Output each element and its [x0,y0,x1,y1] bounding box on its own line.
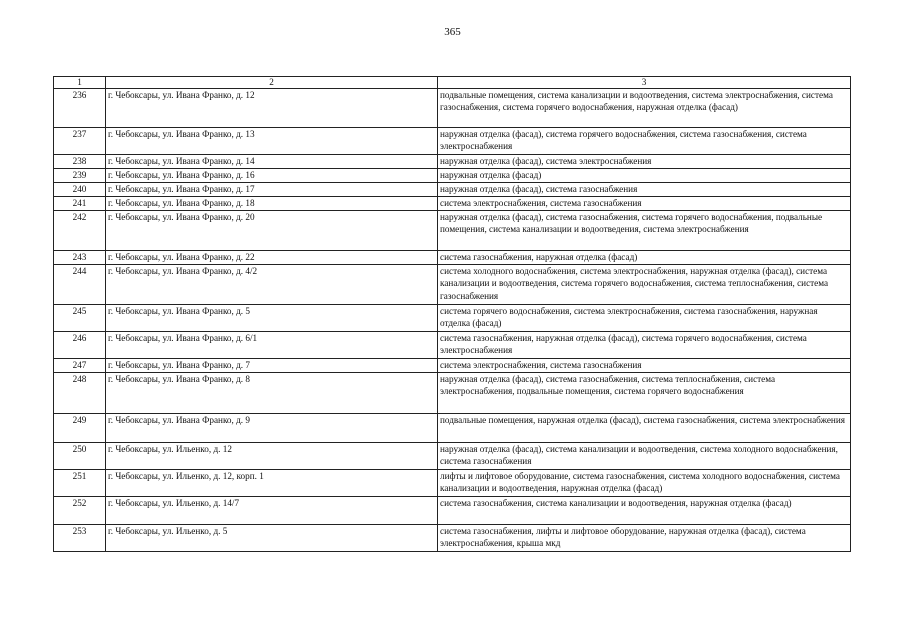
column-header-2: 2 [106,77,438,89]
row-number: 238 [54,155,106,169]
row-address: г. Чебоксары, ул. Ивана Франко, д. 13 [106,128,438,155]
row-systems: подвальные помещения, наружная отделка (фасад), система газоснабжения, система электроснабжения [438,414,851,443]
row-systems: наружная отделка (фасад), система канализации и водоотведения, система холодного водоснабжения, система газоснабжения [438,443,851,470]
row-systems: система электроснабжения, система газоснабжения [438,359,851,373]
row-number: 253 [54,525,106,552]
row-systems: наружная отделка (фасад), система газоснабжения, система теплоснабжения, система электроснабжения, подвальные помещения, система горячего водоснабжения [438,373,851,414]
row-systems: наружная отделка (фасад) [438,169,851,183]
row-number: 247 [54,359,106,373]
row-address: г. Чебоксары, ул. Ивана Франко, д. 22 [106,251,438,265]
row-address: г. Чебоксары, ул. Ивана Франко, д. 17 [106,183,438,197]
row-systems: наружная отделка (фасад), система газоснабжения, система горячего водоснабжения, подвальные помещения, система канализации и водоотведения, система электроснабжения [438,211,851,251]
row-number: 244 [54,265,106,305]
row-number: 245 [54,305,106,332]
row-systems: система газоснабжения, лифты и лифтовое оборудование, наружная отделка (фасад), система электроснабжения, крыша мкд [438,525,851,552]
table-row [54,128,851,155]
table-row [54,211,851,251]
row-address: г. Чебоксары, ул. Ильенко, д. 12 [106,443,438,470]
row-systems: система газоснабжения, наружная отделка (фасад) [438,251,851,265]
row-number: 240 [54,183,106,197]
row-systems: наружная отделка (фасад), система газоснабжения [438,183,851,197]
row-address: г. Чебоксары, ул. Ивана Франко, д. 14 [106,155,438,169]
row-address: г. Чебоксары, ул. Ивана Франко, д. 18 [106,197,438,211]
column-header-3: 3 [438,77,851,89]
row-address: г. Чебоксары, ул. Ивана Франко, д. 8 [106,373,438,414]
row-number: 249 [54,414,106,443]
register-table [53,76,851,552]
row-systems: наружная отделка (фасад), система горячего водоснабжения, система газоснабжения, система электроснабжения [438,128,851,155]
row-number: 243 [54,251,106,265]
row-systems: система холодного водоснабжения, система электроснабжения, наружная отделка (фасад), система канализации и водоотведения, система горячего водоснабжения, система теплоснабжения, система газоснабжения [438,265,851,305]
table-row [54,470,851,497]
table-row [54,525,851,552]
row-number: 237 [54,128,106,155]
row-systems: система электроснабжения, система газоснабжения [438,197,851,211]
row-systems: система газоснабжения, система канализации и водоотведения, наружная отделка (фасад) [438,497,851,525]
table-row [54,497,851,525]
row-number: 241 [54,197,106,211]
row-number: 242 [54,211,106,251]
table-row [54,155,851,169]
table-row [54,251,851,265]
column-header-1: 1 [54,77,106,89]
row-number: 239 [54,169,106,183]
row-systems: подвальные помещения, система канализации и водоотведения, система электроснабжения, система газоснабжения, система горячего водоснабжения, наружная отделка (фасад) [438,89,851,128]
column-number-row [54,77,851,89]
row-address: г. Чебоксары, ул. Ивана Франко, д. 12 [106,89,438,128]
table-row [54,332,851,359]
table-row [54,197,851,211]
table-row [54,414,851,443]
row-address: г. Чебоксары, ул. Ивана Франко, д. 20 [106,211,438,251]
row-number: 250 [54,443,106,470]
table-row [54,305,851,332]
row-address: г. Чебоксары, ул. Ильенко, д. 5 [106,525,438,552]
row-number: 248 [54,373,106,414]
table-row [54,443,851,470]
table-row [54,89,851,128]
table-row [54,373,851,414]
row-number: 251 [54,470,106,497]
table-row [54,183,851,197]
row-address: г. Чебоксары, ул. Ивана Франко, д. 6/1 [106,332,438,359]
row-number: 246 [54,332,106,359]
row-number: 236 [54,89,106,128]
table-row [54,359,851,373]
page-number: 365 [444,26,461,38]
table-row [54,169,851,183]
row-address: г. Чебоксары, ул. Ивана Франко, д. 4/2 [106,265,438,305]
row-address: г. Чебоксары, ул. Ивана Франко, д. 7 [106,359,438,373]
row-systems: система газоснабжения, наружная отделка (фасад), система горячего водоснабжения, система электроснабжения [438,332,851,359]
row-number: 252 [54,497,106,525]
row-address: г. Чебоксары, ул. Ильенко, д. 14/7 [106,497,438,525]
table-row [54,265,851,305]
row-address: г. Чебоксары, ул. Ивана Франко, д. 5 [106,305,438,332]
row-address: г. Чебоксары, ул. Ильенко, д. 12, корп. 1 [106,470,438,497]
row-systems: система горячего водоснабжения, система электроснабжения, система газоснабжения, наружная отделка (фасад) [438,305,851,332]
row-systems: наружная отделка (фасад), система электроснабжения [438,155,851,169]
row-address: г. Чебоксары, ул. Ивана Франко, д. 9 [106,414,438,443]
row-address: г. Чебоксары, ул. Ивана Франко, д. 16 [106,169,438,183]
row-systems: лифты и лифтовое оборудование, система газоснабжения, система холодного водоснабжения, система канализации и водоотведения, наружная отделка (фасад) [438,470,851,497]
